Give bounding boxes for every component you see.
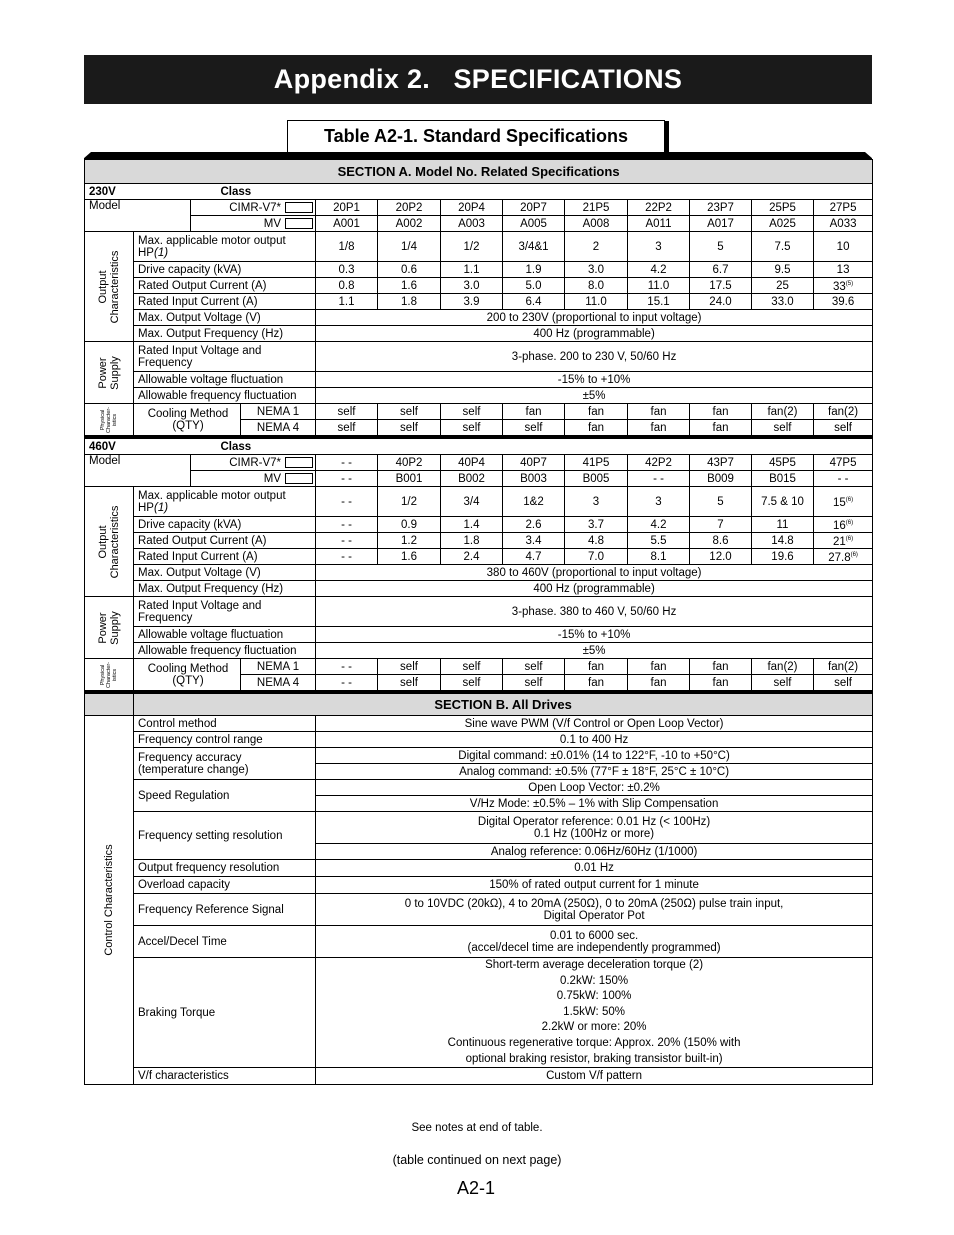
value-cell: 1.6 [378, 549, 441, 565]
rated-input-voltage-value: 3-phase. 380 to 460 V, 50/60 Hz [316, 597, 873, 627]
value-cell: - - [316, 659, 378, 675]
nema4-label: NEMA 4 [241, 420, 316, 436]
value-cell: 40P7 [503, 455, 565, 471]
value-cell: A011 [628, 216, 690, 232]
physical-characteristics-label: Physical Character-istics [85, 659, 134, 691]
value-cell: 1&2 [503, 487, 565, 517]
value-cell: 7 [690, 517, 752, 533]
value-cell: A002 [378, 216, 441, 232]
cimr-label: CIMR-V7* [191, 200, 316, 216]
value-cell: A017 [690, 216, 752, 232]
section-a-title: SECTION A. Model No. Related Specifications [85, 160, 873, 184]
value-cell: self [752, 675, 814, 691]
control-method-label: Control method [134, 716, 316, 732]
frequency-fluctuation-label: Allowable frequency fluctuation [134, 643, 316, 659]
footnote-ref: (5) [845, 281, 854, 288]
model-box [285, 457, 313, 468]
max-frequency-value: 400 Hz (programmable) [316, 326, 873, 342]
value-cell: self [441, 404, 503, 420]
footnote-ref: (6) [850, 552, 858, 559]
overload-capacity-value: 150% of rated output current for 1 minute [316, 877, 873, 894]
value-cell: fan(2) [814, 404, 873, 420]
value-cell: 7.5 [752, 232, 814, 262]
value-cell: 1/8 [316, 232, 378, 262]
value-cell: fan(2) [752, 659, 814, 675]
value-cell: 42P2 [628, 455, 690, 471]
frequency-accuracy-digital: Digital command: ±0.01% (14 to 122°F, -10 to +50°C) [316, 748, 873, 764]
speed-regulation-olv: Open Loop Vector: ±0.2% [316, 780, 873, 796]
mv-label: MV [191, 216, 316, 232]
value-cell: - - [316, 675, 378, 691]
frequency-range-label: Frequency control range [134, 732, 316, 748]
value-cell: 33$^{(5)}$ [814, 278, 873, 294]
value-cell: fan [565, 420, 628, 436]
value-cell: fan [628, 420, 690, 436]
value-cell: self [441, 659, 503, 675]
nema1-label: NEMA 1 [241, 404, 316, 420]
value-cell: 40P4 [441, 455, 503, 471]
physical-characteristics-label: Physical Character-istics [85, 404, 134, 436]
max-voltage-label: Max. Output Voltage (V) [134, 565, 316, 581]
value-cell: fan [565, 404, 628, 420]
accel-decel-value: 0.01 to 6000 sec. (accel/decel time are independently programmed) [316, 926, 873, 958]
frequency-reference-value: 0 to 10VDC (20kΩ), 4 to 20mA (250Ω), 0 to 20mA (250Ω) pulse train input, Digital Operator Pot [316, 894, 873, 926]
value-cell: 3/4 [441, 487, 503, 517]
value-cell: B003 [503, 471, 565, 487]
value-cell: 15.1 [628, 294, 690, 310]
value-cell: A025 [752, 216, 814, 232]
value-cell: 0.9 [378, 517, 441, 533]
value-cell: 1.1 [316, 294, 378, 310]
value-cell: A008 [565, 216, 628, 232]
value-cell: 39.6 [814, 294, 873, 310]
value-cell: 1/2 [378, 487, 441, 517]
nema1-label: NEMA 1 [241, 659, 316, 675]
braking-torque-value: Short-term average deceleration torque (2) 0.2kW: 150% 0.75kW: 100% 1.5kW: 50% 2.2kW or more: 20% Continuous regenerative torque: Approx. 20% (150% with optional braking resistor, braking transistor built-in) [316, 958, 873, 1068]
voltage-fluctuation-label: Allowable voltage fluctuation [134, 627, 316, 643]
value-cell: 0.3 [316, 262, 378, 278]
value-cell: 0.6 [378, 262, 441, 278]
footnote-ref: (6) [845, 536, 854, 543]
value-cell: 24.0 [690, 294, 752, 310]
value-cell: 10 [814, 232, 873, 262]
value-cell: 1.8 [441, 533, 503, 549]
model-box [285, 218, 313, 229]
frequency-setting-digital: Digital Operator reference: 0.01 Hz (< 100Hz) 0.1 Hz (100Hz or more) [316, 812, 873, 844]
value-cell: 6.4 [503, 294, 565, 310]
value-cell: 3 [565, 487, 628, 517]
value-cell: self [814, 675, 873, 691]
value-cell: 33.0 [752, 294, 814, 310]
output-frequency-resolution-value: 0.01 Hz [316, 860, 873, 877]
cooling-method-label: Cooling Method (QTY) [134, 404, 241, 436]
value-cell: B002 [441, 471, 503, 487]
value-cell: fan [628, 675, 690, 691]
table-title: Table A2-1. Standard Specifications [287, 120, 665, 152]
motor-hp-label: Max. applicable motor output HP(1) [134, 232, 316, 262]
v230-block [85, 184, 873, 436]
value-cell: 8.6 [690, 533, 752, 549]
rated-input-label: Rated Input Current (A) [134, 549, 316, 565]
drive-kva-label: Drive capacity (kVA) [134, 262, 316, 278]
value-cell: 20P4 [441, 200, 503, 216]
vf-characteristics-value: Custom V/f pattern [316, 1068, 873, 1085]
value-cell: 11 [752, 517, 814, 533]
value-cell: 5 [690, 487, 752, 517]
value-cell: fan [690, 659, 752, 675]
class-label: Class [191, 184, 873, 200]
value-cell: 1/4 [378, 232, 441, 262]
frequency-accuracy-label: Frequency accuracy (temperature change) [134, 748, 316, 780]
value-cell: self [378, 420, 441, 436]
output-frequency-resolution-label: Output frequency resolution [134, 860, 316, 877]
value-cell: 20P7 [503, 200, 565, 216]
max-voltage-value: 380 to 460V (proportional to input voltage) [316, 565, 873, 581]
value-cell: B009 [690, 471, 752, 487]
value-cell: A005 [503, 216, 565, 232]
max-voltage-value: 200 to 230V (proportional to input voltage) [316, 310, 873, 326]
value-cell: self [378, 659, 441, 675]
value-cell: fan [565, 675, 628, 691]
value-cell: 13 [814, 262, 873, 278]
value-cell: 11.0 [565, 294, 628, 310]
value-cell: - - [628, 471, 690, 487]
value-cell: 27P5 [814, 200, 873, 216]
value-cell: 17.5 [690, 278, 752, 294]
value-cell: 22P2 [628, 200, 690, 216]
value-cell: self [441, 675, 503, 691]
value-cell: A003 [441, 216, 503, 232]
value-cell: 0.8 [316, 278, 378, 294]
frequency-range-value: 0.1 to 400 Hz [316, 732, 873, 748]
value-cell: - - [316, 455, 378, 471]
value-cell: 11.0 [628, 278, 690, 294]
value-cell: self [316, 420, 378, 436]
v460-block [85, 439, 873, 691]
value-cell: self [752, 420, 814, 436]
cimr-label: CIMR-V7* [191, 455, 316, 471]
value-cell: self [378, 675, 441, 691]
voltage-fluctuation-label: Allowable voltage fluctuation [134, 372, 316, 388]
value-cell: fan [690, 420, 752, 436]
value-cell: 2.4 [441, 549, 503, 565]
value-cell: 3.7 [565, 517, 628, 533]
value-cell: self [814, 420, 873, 436]
value-cell: 3.4 [503, 533, 565, 549]
value-cell: fan [628, 404, 690, 420]
control-characteristics-label: Control Characteristics [85, 716, 134, 1085]
appendix-title-main: SPECIFICATIONS [453, 64, 683, 94]
value-cell: 20P1 [316, 200, 378, 216]
value-cell: 1.6 [378, 278, 441, 294]
value-cell: self [503, 659, 565, 675]
voltage-label: 230V [85, 184, 191, 200]
value-cell: fan [628, 659, 690, 675]
rated-input-voltage-label: Rated Input Voltage and Frequency [134, 597, 316, 627]
section-b-title: SECTION B. All Drives [134, 694, 873, 716]
value-cell: 3 [628, 232, 690, 262]
value-cell: 1.1 [441, 262, 503, 278]
value-cell: 16$^{(6)}$ [814, 517, 873, 533]
rated-input-voltage-label: Rated Input Voltage and Frequency [134, 342, 316, 372]
value-cell: 1.4 [441, 517, 503, 533]
value-cell: 3.0 [565, 262, 628, 278]
cooling-method-label: Cooling Method (QTY) [134, 659, 241, 691]
frequency-fluctuation-value: ±5% [316, 643, 873, 659]
voltage-label: 460V [85, 439, 191, 455]
nema4-label: NEMA 4 [241, 675, 316, 691]
value-cell: - - [316, 549, 378, 565]
value-cell: 21P5 [565, 200, 628, 216]
value-cell: 5.0 [503, 278, 565, 294]
value-cell: 1.9 [503, 262, 565, 278]
value-cell: - - [316, 533, 378, 549]
value-cell: fan [690, 404, 752, 420]
max-voltage-label: Max. Output Voltage (V) [134, 310, 316, 326]
value-cell: fan(2) [752, 404, 814, 420]
voltage-fluctuation-value: -15% to +10% [316, 627, 873, 643]
value-cell: 40P2 [378, 455, 441, 471]
speed-regulation-label: Speed Regulation [134, 780, 316, 812]
value-cell: self [441, 420, 503, 436]
value-cell: 6.7 [690, 262, 752, 278]
model-label: Model [85, 455, 191, 487]
speed-regulation-vhz: V/Hz Mode: ±0.5% – 1% with Slip Compensation [316, 796, 873, 812]
output-characteristics-label: Output Characteristics [85, 232, 134, 342]
motor-hp-label: Max. applicable motor output HP(1) [134, 487, 316, 517]
value-cell: B001 [378, 471, 441, 487]
value-cell: A001 [316, 216, 378, 232]
value-cell: self [503, 675, 565, 691]
value-cell: 8.0 [565, 278, 628, 294]
notes-text: See notes at end of table. [411, 1122, 543, 1134]
frequency-setting-label: Frequency setting resolution [134, 812, 316, 860]
value-cell: B005 [565, 471, 628, 487]
frequency-fluctuation-value: ±5% [316, 388, 873, 404]
value-cell: 19.6 [752, 549, 814, 565]
table-title-shadow [665, 121, 669, 152]
max-frequency-label: Max. Output Frequency (Hz) [134, 326, 316, 342]
table-top-bar [84, 152, 872, 159]
frequency-setting-analog: Analog reference: 0.06Hz/60Hz (1/1000) [316, 844, 873, 860]
value-cell: 47P5 [814, 455, 873, 471]
value-cell: B015 [752, 471, 814, 487]
value-cell: fan [503, 404, 565, 420]
accel-decel-label: Accel/Decel Time [134, 926, 316, 958]
value-cell: 2 [565, 232, 628, 262]
value-cell: 3/4&1 [503, 232, 565, 262]
appendix-banner [84, 55, 872, 104]
value-cell: self [378, 404, 441, 420]
value-cell: 5 [690, 232, 752, 262]
overload-capacity-label: Overload capacity [134, 877, 316, 894]
value-cell: 9.5 [752, 262, 814, 278]
rated-output-label: Rated Output Current (A) [134, 533, 316, 549]
frequency-reference-label: Frequency Reference Signal [134, 894, 316, 926]
footnote-ref: (6) [845, 497, 854, 504]
value-cell: - - [814, 471, 873, 487]
value-cell: 21$^{(6)}$ [814, 533, 873, 549]
footnote-ref: (6) [845, 520, 854, 527]
spec-table [84, 159, 873, 1085]
rated-output-label: Rated Output Current (A) [134, 278, 316, 294]
value-cell: 14.8 [752, 533, 814, 549]
value-cell: 4.7 [503, 549, 565, 565]
value-cell: 4.2 [628, 262, 690, 278]
value-cell: - - [316, 517, 378, 533]
value-cell: A033 [814, 216, 873, 232]
value-cell: fan [565, 659, 628, 675]
value-cell: 1.8 [378, 294, 441, 310]
value-cell: 4.8 [565, 533, 628, 549]
model-box [285, 473, 313, 484]
max-frequency-value: 400 Hz (programmable) [316, 581, 873, 597]
section-b-block [85, 694, 873, 1085]
value-cell: self [316, 404, 378, 420]
voltage-fluctuation-value: -15% to +10% [316, 372, 873, 388]
value-cell: 45P5 [752, 455, 814, 471]
value-cell: 12.0 [690, 549, 752, 565]
value-cell: - - [316, 487, 378, 517]
page-number: A2-1 [457, 1178, 496, 1198]
value-cell: 5.5 [628, 533, 690, 549]
value-cell: 27.8$^{(6)}$ [814, 549, 873, 565]
frequency-fluctuation-label: Allowable frequency fluctuation [134, 388, 316, 404]
value-cell: fan [690, 675, 752, 691]
appendix-title-prefix: Appendix 2. [273, 64, 431, 94]
class-label: Class [191, 439, 873, 455]
drive-kva-label: Drive capacity (kVA) [134, 517, 316, 533]
continued-text: (table continued on next page) [392, 1153, 562, 1167]
max-frequency-label: Max. Output Frequency (Hz) [134, 581, 316, 597]
value-cell: 3.0 [441, 278, 503, 294]
control-method-value: Sine wave PWM (V/f Control or Open Loop Vector) [316, 716, 873, 732]
value-cell: 1/2 [441, 232, 503, 262]
rated-input-voltage-value: 3-phase. 200 to 230 V, 50/60 Hz [316, 342, 873, 372]
value-cell: 7.0 [565, 549, 628, 565]
value-cell: 23P7 [690, 200, 752, 216]
model-label: Model [85, 200, 191, 232]
value-cell: 43P7 [690, 455, 752, 471]
value-cell: 25 [752, 278, 814, 294]
value-cell: 15$^{(6)}$ [814, 487, 873, 517]
value-cell: - - [316, 471, 378, 487]
value-cell: 3 [628, 487, 690, 517]
braking-torque-label: Braking Torque [134, 958, 316, 1068]
vf-characteristics-label: V/f characteristics [134, 1068, 316, 1085]
power-supply-label: Power Supply [85, 597, 134, 659]
frequency-accuracy-analog: Analog command: ±0.5% (77°F ± 18°F, 25°C ± 10°C) [316, 764, 873, 780]
value-cell: 25P5 [752, 200, 814, 216]
output-characteristics-label: Output Characteristics [85, 487, 134, 597]
value-cell: fan(2) [814, 659, 873, 675]
model-box [285, 202, 313, 213]
mv-label: MV [191, 471, 316, 487]
value-cell: 2.6 [503, 517, 565, 533]
value-cell: 3.9 [441, 294, 503, 310]
power-supply-label: Power Supply [85, 342, 134, 404]
value-cell: self [503, 420, 565, 436]
value-cell: 4.2 [628, 517, 690, 533]
value-cell: 8.1 [628, 549, 690, 565]
value-cell: 20P2 [378, 200, 441, 216]
rated-input-label: Rated Input Current (A) [134, 294, 316, 310]
value-cell: 1.2 [378, 533, 441, 549]
value-cell: 7.5 & 10 [752, 487, 814, 517]
value-cell: 41P5 [565, 455, 628, 471]
